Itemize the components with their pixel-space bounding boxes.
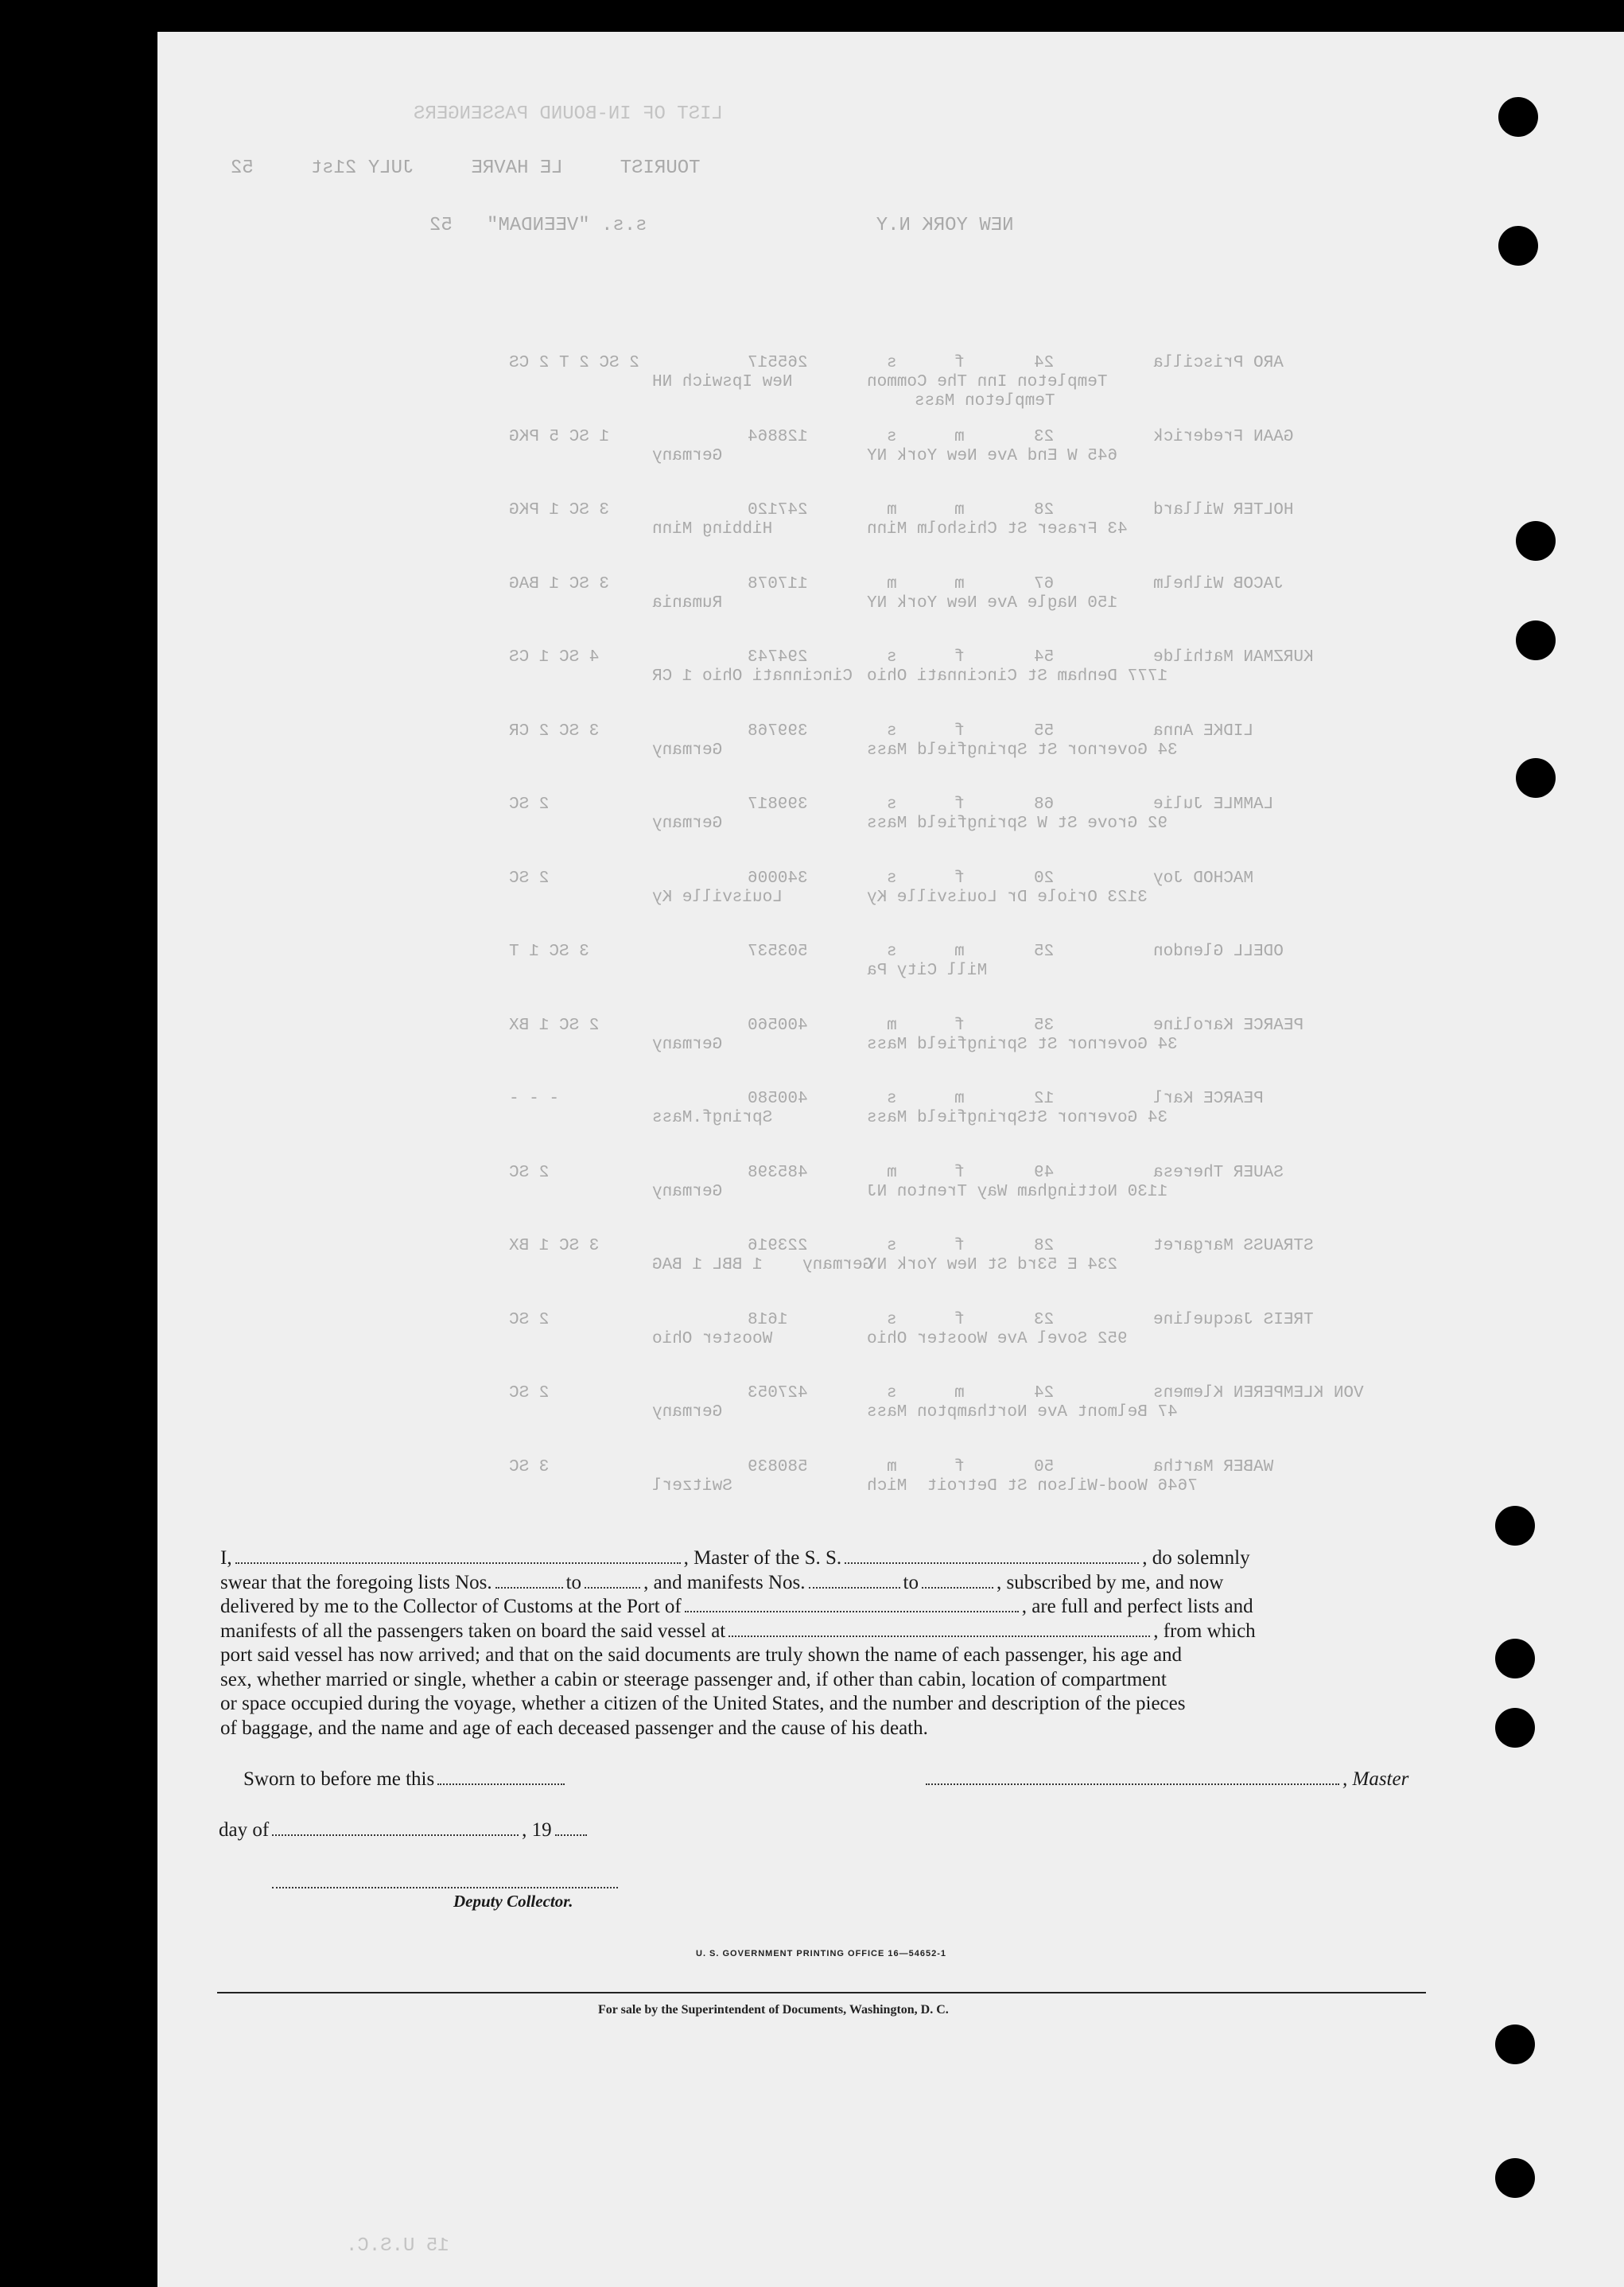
bleed-ms: s (887, 648, 897, 667)
bleed-age: 28 (1034, 501, 1055, 519)
oath-text: , and manifests Nos. (643, 1571, 806, 1593)
bleed-num: 400580 (748, 1090, 808, 1108)
oath-text: , from which (1153, 1620, 1256, 1642)
bleed-place: Hibbing Minn (652, 520, 773, 539)
list-from-field[interactable] (495, 1586, 563, 1589)
bleed-place: Germany (652, 741, 723, 760)
bleed-addr: 34 Governor StSpringfield Mass (867, 1109, 1168, 1127)
bleed-age: 12 (1034, 1090, 1055, 1108)
sworn-date-field[interactable] (437, 1783, 565, 1785)
bleed-age: 68 (1034, 795, 1055, 814)
punch-hole (1495, 1708, 1535, 1748)
bleed-sex: f (954, 354, 965, 372)
bleed-addr: 1130 Nottingham Way Trenton NJ (867, 1183, 1168, 1201)
oath-text: , are full and perfect lists and (1021, 1596, 1253, 1617)
punch-hole (1516, 758, 1556, 798)
sale-notice: For sale by the Superintendent of Documents, Washington, D. C. (598, 2003, 949, 2017)
oath-text: I, (220, 1547, 232, 1569)
manifest-to-field[interactable] (922, 1586, 993, 1589)
bleed-place: Germany (652, 1183, 723, 1201)
bleed-age: 55 (1034, 722, 1055, 741)
footer-rule (217, 1992, 1426, 1993)
bleed-name: PEARCE Karoline (1153, 1017, 1304, 1035)
bleed-ms: s (887, 1311, 897, 1329)
bleed-addr2: Templeton Mass (915, 392, 1055, 410)
master-name-field[interactable] (235, 1562, 681, 1564)
bleed-code: 3 SC 2 CR (509, 722, 600, 741)
bleed-num: 1618 (748, 1311, 788, 1329)
day-of-label: day of , 19 (219, 1819, 590, 1842)
bleed-sex: f (954, 869, 965, 888)
bleed-header-line1: TOURIST LE HAVRE JULY 21st 52 (231, 158, 701, 179)
bleed-name: GAAN Frederick (1153, 428, 1294, 446)
bleed-addr: Templeton Inn The Common (867, 373, 1108, 391)
bleed-code: 3 SC 1 PKG (509, 501, 610, 519)
oath-text: , do solemnly (1142, 1547, 1250, 1569)
bleed-name: ODELL Glendon (1153, 943, 1284, 961)
bleed-sex: m (954, 1384, 965, 1402)
bleed-num: 580839 (748, 1458, 808, 1476)
oath-text: , Master of the S. S. (683, 1547, 842, 1569)
bleed-num: 223916 (748, 1237, 808, 1255)
bleed-name: KURZMAN Mathilde (1153, 648, 1314, 667)
bleed-addr: 34 Governor St Springfield Mass (867, 1036, 1178, 1054)
bleed-code: 3 SC 1 BX (509, 1237, 600, 1255)
oath-text: delivered by me to the Collector of Customs at the Port of (220, 1596, 682, 1617)
punch-hole (1516, 521, 1556, 561)
master-oath (220, 1546, 1429, 1741)
bleed-sex: f (954, 722, 965, 741)
bleed-ms: m (887, 501, 897, 519)
bleed-num: 117078 (748, 575, 808, 593)
bleed-age: 24 (1034, 1384, 1055, 1402)
bleed-sex: f (954, 1458, 965, 1476)
punch-hole (1498, 226, 1538, 266)
punch-hole (1516, 620, 1556, 660)
bleed-name: STRAUSS Margaret (1153, 1237, 1314, 1255)
bleed-place: Rumania (652, 594, 723, 613)
bleed-code: 3 SC (509, 1458, 550, 1476)
bleed-sex: m (954, 943, 965, 961)
bleed-ms: s (887, 943, 897, 961)
bleed-code: 1 SC 5 PKG (509, 428, 610, 446)
bleed-sex: f (954, 1017, 965, 1035)
bleed-place: Switzerl (652, 1477, 732, 1495)
bleed-ms: m (887, 575, 897, 593)
port-field[interactable] (685, 1610, 1019, 1612)
bleed-name: SAUER Theresa (1153, 1164, 1284, 1182)
bleed-num: 400560 (748, 1017, 808, 1035)
bleed-sex: f (954, 1237, 965, 1255)
bleed-header-faint: LIST OF IN-BOUND PASSENGERS (414, 103, 723, 125)
bleed-place: Germany (652, 815, 723, 833)
bleed-ms: s (887, 1237, 897, 1255)
bleed-age: 50 (1034, 1458, 1055, 1476)
bleed-sex: f (954, 1311, 965, 1329)
bleed-name: JACOB Wilhelm (1153, 575, 1284, 593)
bleed-name: MACHOD Joy (1153, 869, 1254, 888)
punch-hole (1495, 1506, 1535, 1546)
bleed-ms: s (887, 1384, 897, 1402)
master-signature-line: , Master (923, 1768, 1408, 1791)
bleed-addr: 7646 Wood-Wilson St Detroit Mich (867, 1477, 1198, 1495)
bleed-age: 20 (1034, 869, 1055, 888)
manifest-from-field[interactable] (809, 1586, 900, 1589)
bleed-addr: 645 W End Ave New York NY (867, 447, 1118, 465)
bleed-ms: s (887, 1090, 897, 1108)
bleed-name: PEARCE Karl (1153, 1090, 1264, 1108)
bleed-addr: 43 Fraser St Chisholm Minn (867, 520, 1128, 539)
oath-text: sex, whether married or single, whether a cabin or steerage passenger and, if other than cabin, location of compartment (220, 1668, 1167, 1690)
day-of-field[interactable] (272, 1834, 519, 1836)
bleed-addr: 1777 Denham St Cincinnati Ohio (867, 667, 1168, 686)
bleed-place: Germany (652, 447, 723, 465)
punch-hole (1495, 2158, 1535, 2198)
bleed-num: 265517 (748, 354, 808, 372)
bleed-num: 128864 (748, 428, 808, 446)
bleed-ms: s (887, 869, 897, 888)
oath-text: of baggage, and the name and age of each deceased passenger and the cause of his death. (220, 1717, 928, 1739)
bleed-ms: s (887, 428, 897, 446)
bleed-age: 25 (1034, 943, 1055, 961)
bleed-ms: s (887, 354, 897, 372)
bleed-sex: m (954, 428, 965, 446)
bleed-place: Wooster Ohio (652, 1330, 773, 1348)
bleed-ms: m (887, 1164, 897, 1182)
bleed-num: 503537 (748, 943, 808, 961)
bleed-num: 247120 (748, 501, 808, 519)
oath-text: to (565, 1571, 582, 1593)
bleed-code: 2 SC 2 T 2 CS (509, 354, 639, 372)
punch-hole (1498, 97, 1538, 137)
bleed-num: 294743 (748, 648, 808, 667)
bleed-code: 2 SC (509, 1311, 550, 1329)
bleed-ms: m (887, 1017, 897, 1035)
sworn-label: Sworn to before me this (243, 1768, 568, 1791)
bleed-place: Cincinnati Ohio 1 CR (652, 667, 853, 686)
bleed-addr: 92 Grove St W Springfield Mass (867, 815, 1168, 833)
bleed-sex: m (954, 575, 965, 593)
bleed-sex: m (954, 501, 965, 519)
year-field[interactable] (555, 1834, 587, 1836)
bleed-sex: m (954, 1090, 965, 1108)
oath-text: manifests of all the passengers taken on board the said vessel at (220, 1620, 726, 1642)
bleed-name: VON KLEMPEREN Klemens (1153, 1384, 1364, 1402)
bleed-place: Germany (652, 1036, 723, 1054)
oath-text: swear that the foregoing lists Nos. (220, 1571, 492, 1593)
bleed-age: 67 (1034, 575, 1055, 593)
bleed-addr: 150 Nagle Ave New York NY (867, 594, 1118, 613)
bleed-addr: Mill City Pa (867, 962, 988, 980)
bleed-ms: s (887, 722, 897, 741)
bleed-age: 54 (1034, 648, 1055, 667)
bleed-ms: s (887, 795, 897, 814)
bleed-name: LIDKE Anna (1153, 722, 1254, 741)
list-to-field[interactable] (585, 1586, 640, 1589)
bleed-place: Springf.Mass (652, 1109, 773, 1127)
bleed-addr: 234 E 53rd St New York NY (867, 1256, 1118, 1274)
bleed-age: 24 (1034, 354, 1055, 372)
bleed-code: 2 SC (509, 795, 550, 814)
bleed-code: 2 SC (509, 869, 550, 888)
bleed-addr: 34 Governor St Springfield Mass (867, 741, 1178, 760)
bleed-code: 3 SC 1 BAG (509, 575, 610, 593)
bleed-num: 427053 (748, 1384, 808, 1402)
bleed-addr: 47 Belmont Ave Northampton Mass (867, 1403, 1178, 1422)
bleed-name: WABER Martha (1153, 1458, 1274, 1476)
bleed-age: 28 (1034, 1237, 1055, 1255)
bleed-footer: 15 U.S.C. (346, 2235, 449, 2257)
bleed-addr: 952 Sovel Ave Wooster Ohio (867, 1330, 1128, 1348)
bleed-num: 485398 (748, 1164, 808, 1182)
printer-imprint: U. S. GOVERNMENT PRINTING OFFICE 16—54652-1 (696, 1949, 947, 1958)
oath-text: to (903, 1571, 919, 1593)
bleed-sex: f (954, 648, 965, 667)
bleed-age: 23 (1034, 428, 1055, 446)
bleed-place: Louisville Ky (652, 889, 783, 907)
bleed-ms: m (887, 1458, 897, 1476)
bleed-addr: 3123 Oriole Dr Louisville Ky (867, 889, 1148, 907)
bleed-place: Germany (652, 1403, 723, 1422)
bleed-name: ARO Priscilla (1153, 354, 1284, 372)
master-signature-field[interactable] (926, 1783, 1339, 1785)
bleed-sex: f (954, 1164, 965, 1182)
bleed-code: 2 SC (509, 1384, 550, 1402)
bleed-num: 399817 (748, 795, 808, 814)
bleed-num: 399768 (748, 722, 808, 741)
bleed-age: 35 (1034, 1017, 1055, 1035)
vessel-name-field[interactable] (845, 1562, 1139, 1564)
bleed-code: 4 SC 1 CS (509, 648, 600, 667)
oath-text: , subscribed by me, and now (996, 1571, 1224, 1593)
bleed-code: - - - (509, 1090, 560, 1108)
oath-text: port said vessel has now arrived; and that on the said documents are truly shown the name of each passenger, his age and (220, 1644, 1183, 1666)
bleed-code: 3 SC 1 T (509, 943, 589, 961)
punch-hole (1495, 1639, 1535, 1678)
bleed-name: TREIS Jacqueline (1153, 1311, 1314, 1329)
bleed-code: 2 SC (509, 1164, 550, 1182)
deputy-signature-field[interactable] (272, 1886, 618, 1888)
bleed-place: Germany 1 BBL 1 BAG (652, 1256, 873, 1274)
bleed-age: 49 (1034, 1164, 1055, 1182)
bleed-sex: f (954, 795, 965, 814)
bleed-header-line2: NEW YORK N.Y s.s. "VEENDAM" 52 (429, 215, 1014, 236)
deputy-collector-label: Deputy Collector. (453, 1892, 573, 1911)
bleed-name: LAMMLE Julie (1153, 795, 1274, 814)
embark-port-field[interactable] (728, 1635, 1150, 1637)
oath-text: or space occupied during the voyage, whether a citizen of the United States, and the number and description of the pieces (220, 1693, 1186, 1714)
bleed-name: HOLTER Willard (1153, 501, 1294, 519)
punch-hole (1495, 2024, 1535, 2064)
bleed-place: New Ipswich NH (652, 373, 793, 391)
bleed-num: 340006 (748, 869, 808, 888)
bleed-age: 23 (1034, 1311, 1055, 1329)
bleed-code: 2 SC 1 BX (509, 1017, 600, 1035)
